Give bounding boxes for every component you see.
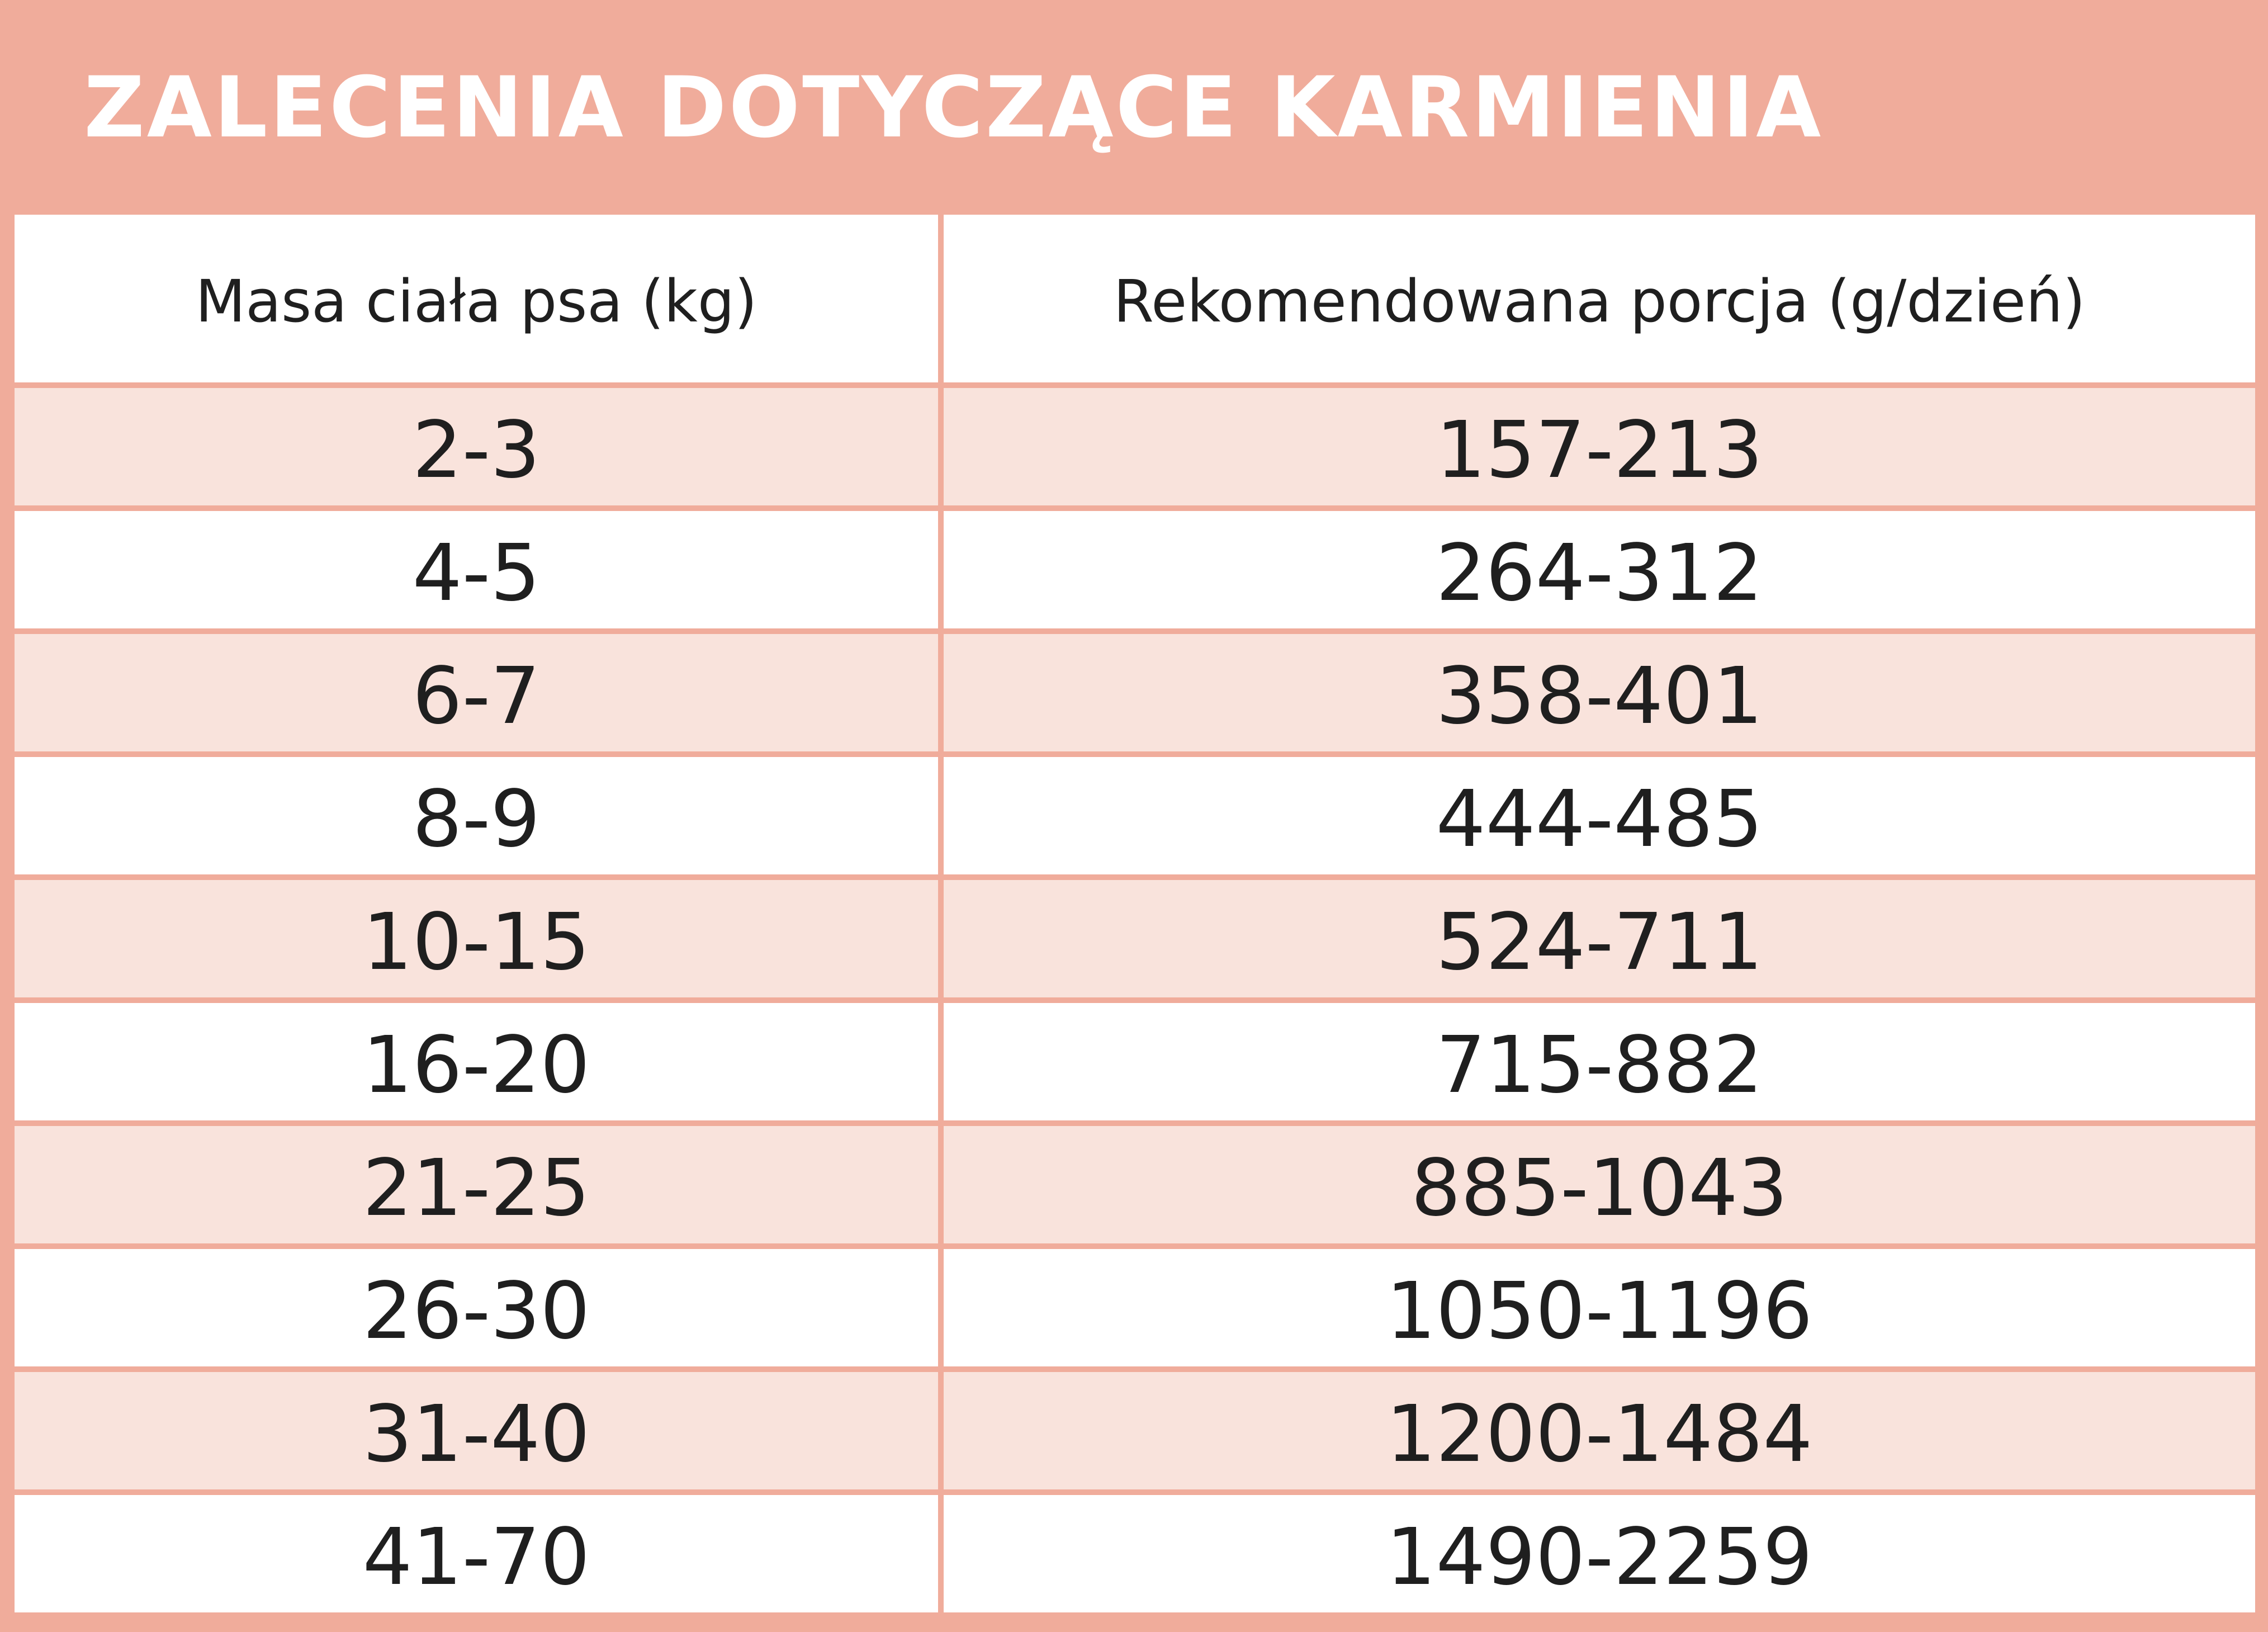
weight-cell: 31-40: [15, 1372, 938, 1489]
table-row: [15, 1372, 2255, 1489]
table-header-row: [15, 215, 2255, 382]
table-row: [15, 757, 2255, 874]
table-row: [15, 1126, 2255, 1243]
portion-cell: 358-401: [944, 634, 2255, 751]
table-row: [15, 1249, 2255, 1366]
table-row: [15, 1495, 2255, 1612]
portion-cell: 1490-2259: [944, 1495, 2255, 1612]
feeding-table: [15, 215, 2255, 1612]
portion-cell: 1050-1196: [944, 1249, 2255, 1366]
portion-cell: 1200-1484: [944, 1372, 2255, 1489]
weight-cell: 2-3: [15, 388, 938, 505]
weight-cell: 4-5: [15, 511, 938, 628]
portion-cell: 885-1043: [944, 1126, 2255, 1243]
header-recommended-portion: Rekomendowana porcja (g/dzień): [944, 215, 2255, 382]
table-row: [15, 880, 2255, 997]
title-bar: [0, 0, 2268, 210]
header-dog-weight: Masa ciała psa (kg): [15, 215, 938, 382]
portion-cell: 524-711: [944, 880, 2255, 997]
weight-cell: 6-7: [15, 634, 938, 751]
portion-cell: 715-882: [944, 1003, 2255, 1120]
weight-cell: 16-20: [15, 1003, 938, 1120]
weight-cell: 10-15: [15, 880, 938, 997]
table-row: [15, 388, 2255, 505]
table-row: [15, 1003, 2255, 1120]
portion-cell: 157-213: [944, 388, 2255, 505]
portion-cell: 444-485: [944, 757, 2255, 874]
page-title: ZALECENIA DOTYCZĄCE KARMIENIA: [84, 59, 1824, 157]
table-row: [15, 634, 2255, 751]
portion-cell: 264-312: [944, 511, 2255, 628]
weight-cell: 26-30: [15, 1249, 938, 1366]
weight-cell: 21-25: [15, 1126, 938, 1243]
weight-cell: 41-70: [15, 1495, 938, 1612]
table-row: [15, 511, 2255, 628]
weight-cell: 8-9: [15, 757, 938, 874]
